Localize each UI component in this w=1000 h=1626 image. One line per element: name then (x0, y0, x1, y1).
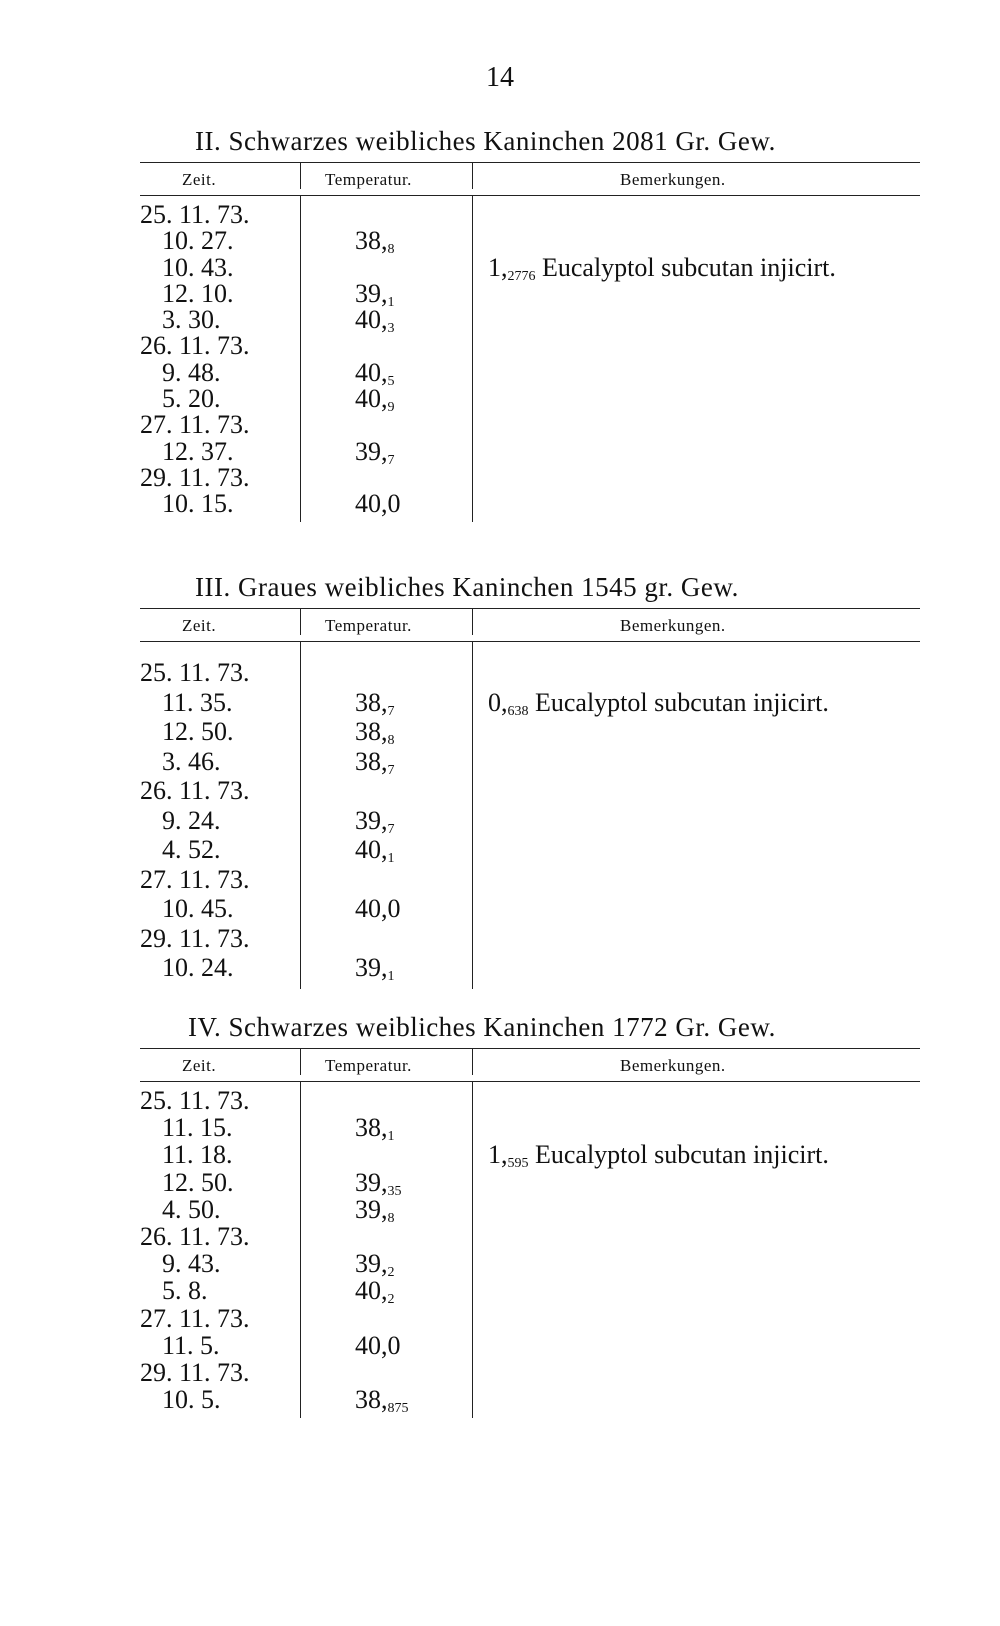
remark-text: Eucalyptol subcutan injicirt. (528, 687, 829, 717)
header-row (140, 163, 920, 195)
temperature-value: 39, (355, 1167, 388, 1197)
date-cell: 25. 11. 73. (140, 200, 250, 229)
temperature-decimal: 5 (387, 373, 395, 389)
temperature-value: 39, (355, 1249, 388, 1279)
date-cell: 25. 11. 73. (140, 658, 250, 687)
time-cell: 12. 10. (162, 278, 234, 308)
temperature-value: 38, (355, 226, 388, 256)
temperature-cell (355, 1331, 401, 1361)
temperature-value: 38, (355, 1113, 388, 1143)
temperature-decimal: 7 (387, 762, 395, 778)
temperature-value: 39, (355, 1194, 388, 1224)
table-row (140, 806, 920, 836)
temperature-value: 39, (355, 953, 388, 982)
time-cell: 12. 50. (162, 717, 234, 746)
page-number: 14 (486, 62, 514, 93)
date-cell: 29. 11. 73. (140, 923, 250, 953)
date-cell: 27. 11. 73. (140, 1303, 250, 1333)
header-divider (472, 609, 473, 635)
table-row (140, 1249, 920, 1281)
section-title: II. Schwarzes weibliches Kaninchen 2081 Gr. Gew. (195, 126, 776, 156)
temperature-cell (355, 953, 395, 985)
time-cell: 3. 46. (162, 746, 221, 776)
time-cell: 5. 20. (162, 384, 221, 414)
remark-text: Eucalyptol subcutan injicirt. (528, 1140, 829, 1170)
date-cell: 29. 11. 73. (140, 1357, 250, 1387)
table-row (140, 1276, 920, 1308)
header-divider (300, 163, 301, 189)
table-row (140, 489, 920, 519)
header-zeit: Zeit. (182, 616, 217, 635)
date-row (140, 658, 920, 688)
temperature-value: 38, (355, 687, 388, 717)
date-cell: 26. 11. 73. (140, 331, 250, 361)
date-row (140, 1358, 920, 1385)
temperature-decimal: 8 (387, 242, 395, 258)
header-bemerkungen: Bemerkungen. (620, 170, 726, 189)
time-cell: 10. 24. (162, 953, 234, 982)
time-cell: 11. 18. (162, 1140, 233, 1170)
temperature-decimal: 1 (387, 851, 395, 866)
date-row (140, 1222, 920, 1249)
time-cell: 11. 5. (162, 1330, 220, 1360)
table-row (140, 1194, 920, 1226)
date-row (140, 1086, 920, 1113)
table-row (140, 305, 920, 337)
temperature-decimal: 1 (387, 294, 395, 310)
table-row (140, 357, 920, 389)
temperature-decimal: 7 (387, 703, 395, 719)
header-temperatur: Temperatur. (325, 616, 412, 635)
temperature-value: 40, (355, 1276, 388, 1306)
time-cell: 10. 5. (162, 1385, 221, 1415)
header-divider (472, 163, 473, 189)
header-temperatur: Temperatur. (325, 170, 412, 189)
table-row (140, 717, 920, 747)
table-body (140, 196, 920, 526)
temperature-value: 40, (355, 835, 388, 864)
date-row (140, 462, 920, 492)
temperature-cell (355, 894, 401, 924)
date-cell: 27. 11. 73. (140, 410, 250, 440)
temperature-decimal: 35 (387, 1183, 402, 1199)
table-row (140, 226, 920, 258)
remark-text: Eucalyptol subcutan injicirt. (535, 252, 836, 282)
time-cell: 11. 15. (162, 1113, 233, 1143)
temperature-decimal: 9 (387, 400, 395, 416)
date-cell: 27. 11. 73. (140, 864, 250, 894)
table-row (140, 384, 920, 416)
table-section (140, 1012, 920, 1422)
header-divider (472, 1049, 473, 1075)
date-cell: 26. 11. 73. (140, 776, 250, 805)
temperature-value: 38, (355, 1385, 388, 1415)
table-body (140, 1082, 920, 1422)
temperature-cell (355, 806, 395, 838)
temperature-decimal: 2 (387, 1292, 395, 1308)
time-cell: 10. 45. (162, 894, 234, 923)
remark-cell (488, 688, 829, 720)
temperature-cell (355, 688, 395, 720)
header-row (140, 609, 920, 641)
temperature-decimal: 1 (387, 1129, 395, 1145)
time-cell: 4. 50. (162, 1194, 221, 1224)
table-section (140, 572, 920, 1005)
temperature-value: 40, (355, 384, 388, 414)
temperature-decimal: 8 (387, 1210, 395, 1226)
header-row (140, 1049, 920, 1081)
temperature-decimal: 7 (387, 821, 395, 837)
time-cell: 9. 24. (162, 805, 221, 835)
time-cell: 10. 27. (162, 226, 234, 256)
temperature-decimal: 2 (387, 1265, 395, 1281)
temperature-value: 40,0 (355, 1330, 401, 1360)
temperature-cell (355, 747, 395, 779)
time-cell: 10. 15. (162, 489, 234, 519)
date-row (140, 410, 920, 440)
table-row (140, 1331, 920, 1358)
date-row (140, 200, 920, 229)
table-row (140, 953, 920, 983)
date-row (140, 331, 920, 361)
temperature-cell (355, 489, 401, 519)
section-title: IV. Schwarzes weibliches Kaninchen 1772 Gr. Gew. (188, 1012, 776, 1042)
date-cell: 25. 11. 73. (140, 1086, 250, 1115)
date-row (140, 924, 920, 954)
dose-value: 0, (488, 687, 508, 717)
dose-decimal: 2776 (507, 268, 536, 284)
temperature-value: 40, (355, 357, 388, 387)
temperature-decimal: 875 (387, 1401, 409, 1417)
header-divider (300, 1049, 301, 1075)
section-title: III. Graues weibliches Kaninchen 1545 gr. Gew. (195, 572, 739, 602)
time-cell: 10. 43. (162, 252, 234, 282)
table-row (140, 278, 920, 310)
table-row (140, 1140, 920, 1172)
table-row (140, 252, 920, 284)
time-cell: 9. 48. (162, 357, 221, 387)
date-cell: 29. 11. 73. (140, 462, 250, 492)
table-row (140, 1113, 920, 1145)
temperature-decimal: 1 (387, 969, 395, 984)
header-divider (300, 609, 301, 635)
temperature-value: 38, (355, 717, 388, 746)
temperature-value: 38, (355, 746, 388, 776)
dose-value: 1, (488, 252, 508, 282)
dose-decimal: 638 (507, 703, 529, 719)
date-cell: 26. 11. 73. (140, 1221, 250, 1251)
temperature-value: 40,0 (355, 489, 401, 519)
data-table (140, 608, 920, 1005)
time-cell: 12. 50. (162, 1167, 234, 1197)
time-cell: 3. 30. (162, 305, 221, 335)
temperature-value: 39, (355, 278, 388, 308)
dose-decimal: 595 (507, 1156, 529, 1172)
date-row (140, 865, 920, 895)
table-row (140, 894, 920, 924)
time-cell: 4. 52. (162, 835, 221, 864)
header-bemerkungen: Bemerkungen. (620, 616, 726, 635)
header-temperatur: Temperatur. (325, 1056, 412, 1075)
table-row (140, 1385, 920, 1417)
temperature-decimal: 3 (387, 321, 395, 337)
date-row (140, 776, 920, 806)
date-row (140, 1304, 920, 1331)
dose-value: 1, (488, 1140, 508, 1170)
table-row (140, 1167, 920, 1199)
temperature-value: 39, (355, 436, 388, 466)
time-cell: 11. 35. (162, 687, 233, 717)
temperature-value: 39, (355, 805, 388, 835)
table-row (140, 688, 920, 718)
temperature-cell (355, 835, 395, 867)
table-section (140, 126, 920, 526)
data-table (140, 162, 920, 526)
time-cell: 12. 37. (162, 436, 234, 466)
temperature-value: 40, (355, 305, 388, 335)
data-table (140, 1048, 920, 1422)
header-zeit: Zeit. (182, 1056, 217, 1075)
header-bemerkungen: Bemerkungen. (620, 1056, 726, 1075)
temperature-decimal: 8 (387, 733, 395, 748)
temperature-cell (355, 717, 395, 749)
temperature-value: 40,0 (355, 894, 401, 923)
time-cell: 9. 43. (162, 1249, 221, 1279)
temperature-decimal: 7 (387, 452, 395, 468)
table-row (140, 747, 920, 777)
table-row (140, 835, 920, 865)
table-body (140, 642, 920, 1005)
temperature-cell (355, 1385, 409, 1417)
table-row (140, 436, 920, 468)
time-cell: 5. 8. (162, 1276, 208, 1306)
header-zeit: Zeit. (182, 170, 217, 189)
